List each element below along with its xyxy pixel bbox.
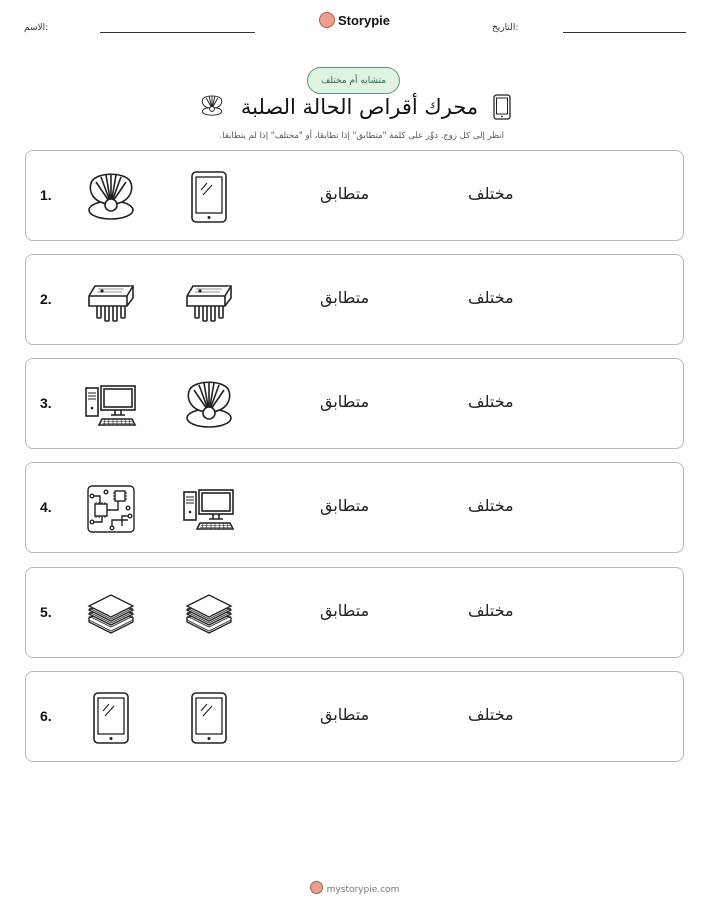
shell-icon	[197, 94, 227, 120]
different-option[interactable]: مختلف	[468, 496, 514, 515]
storypie-logo-icon	[310, 881, 323, 894]
brand-logo	[0, 12, 709, 28]
category-badge: متشابه أم مختلف	[307, 67, 400, 94]
same-option[interactable]: متطابق	[320, 496, 370, 515]
different-option[interactable]: مختلف	[468, 601, 514, 620]
shell-icon	[182, 378, 236, 432]
brand-name: Storypie	[337, 13, 390, 28]
row-number: 2.	[40, 291, 52, 307]
different-option[interactable]: مختلف	[468, 392, 514, 411]
row-number: 1.	[40, 187, 52, 203]
question-row	[25, 358, 684, 449]
footer	[0, 881, 709, 895]
stack-icon	[182, 587, 236, 641]
row-number: 4.	[40, 499, 52, 515]
name-field-line[interactable]	[100, 32, 255, 33]
question-row	[25, 462, 684, 553]
question-row	[25, 150, 684, 241]
same-option[interactable]: متطابق	[320, 705, 370, 724]
different-option[interactable]: مختلف	[468, 705, 514, 724]
chip-icon	[182, 274, 236, 328]
tablet-icon	[182, 691, 236, 745]
circuit-board-icon	[84, 482, 138, 536]
same-option[interactable]: متطابق	[320, 601, 370, 620]
row-number: 6.	[40, 708, 52, 724]
instructions-text: انظر إلى كل زوج. دوِّر على كلمة "متطابق" إذا تطابقا، أو "مختلف" إذا لم يتطابقا.	[219, 131, 504, 141]
tablet-icon	[84, 691, 138, 745]
question-row	[25, 567, 684, 658]
chip-icon	[84, 274, 138, 328]
different-option[interactable]: مختلف	[468, 184, 514, 203]
shell-icon	[84, 170, 138, 224]
question-row	[25, 671, 684, 762]
question-row	[25, 254, 684, 345]
page-title: محرك أقراص الحالة الصلبة	[240, 95, 479, 119]
footer-url[interactable]: mystorypie.com	[326, 885, 400, 895]
tablet-icon	[492, 94, 512, 120]
desktop-computer-icon	[84, 378, 138, 432]
desktop-computer-icon	[182, 482, 236, 536]
date-label: التاريخ:	[492, 23, 519, 33]
same-option[interactable]: متطابق	[320, 288, 370, 307]
same-option[interactable]: متطابق	[320, 392, 370, 411]
tablet-icon	[182, 170, 236, 224]
different-option[interactable]: مختلف	[468, 288, 514, 307]
name-label: الاسم:	[24, 23, 49, 33]
same-option[interactable]: متطابق	[320, 184, 370, 203]
row-number: 5.	[40, 604, 52, 620]
storypie-logo-icon	[319, 12, 335, 28]
worksheet-title-row	[0, 94, 709, 120]
date-field-line[interactable]	[563, 32, 686, 33]
row-number: 3.	[40, 395, 52, 411]
stack-icon	[84, 587, 138, 641]
